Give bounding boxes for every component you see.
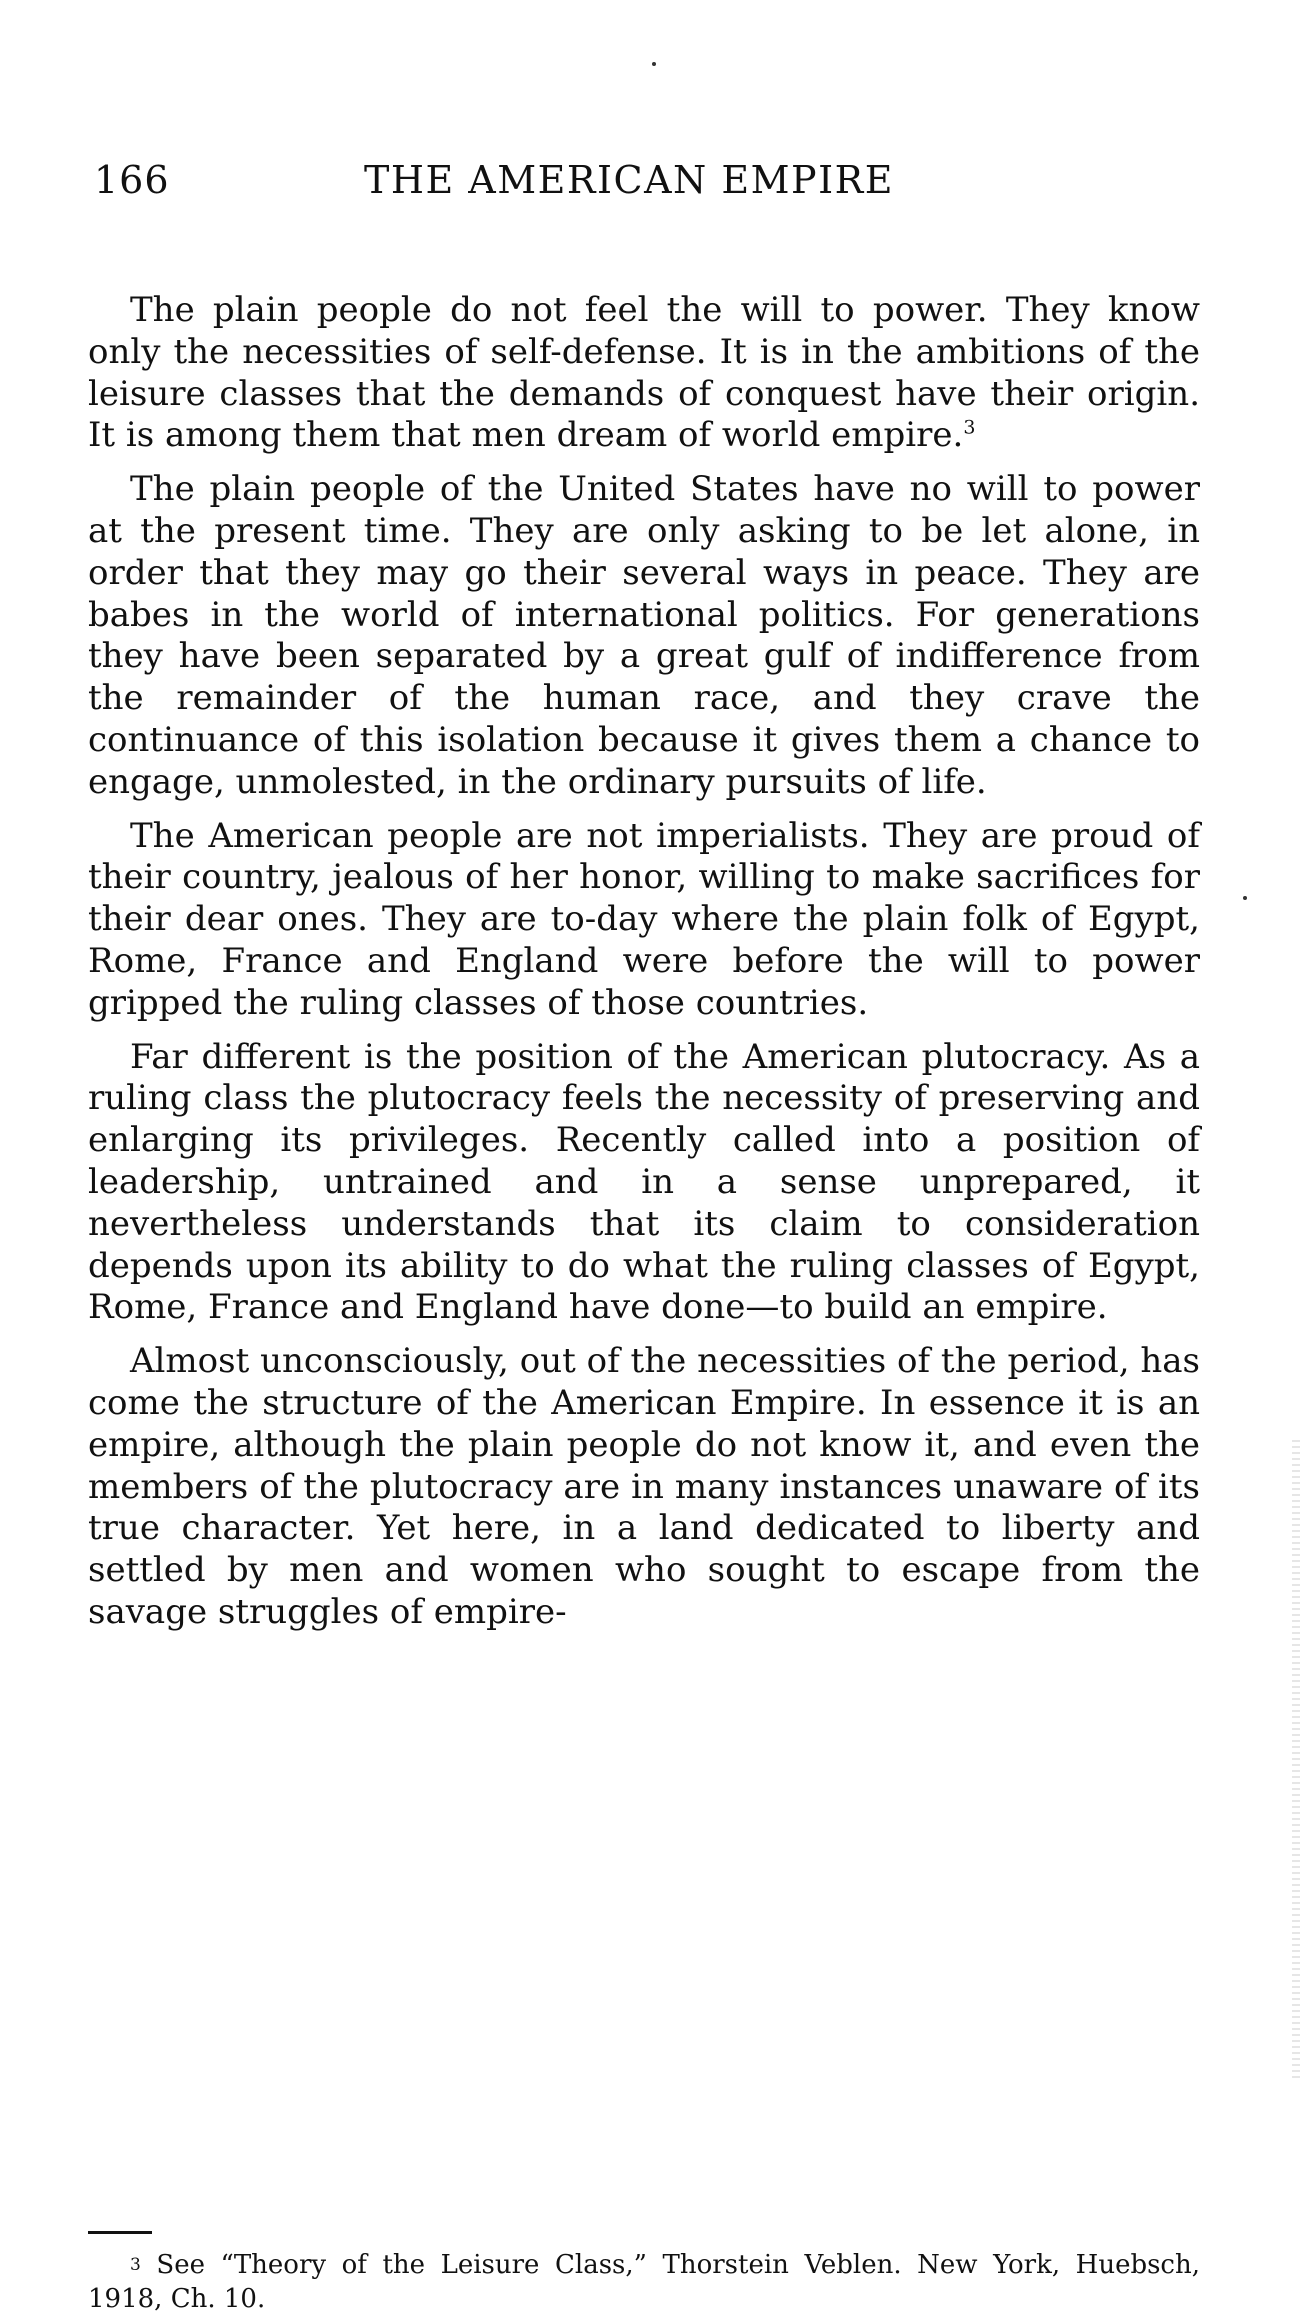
scan-edge-artifact: [1292, 1440, 1300, 2080]
footnote-reference: 3: [963, 417, 976, 440]
footnote: [88, 2248, 1200, 2316]
scan-speck: [652, 62, 656, 66]
footnote-text: See “Theory of the Leisure Class,” Thorstein Veblen. New York, Huebsch, 1918, Ch. 10.: [88, 2250, 1201, 2314]
running-header: [88, 158, 1200, 208]
paragraph-1-text: The plain people do not feel the will to power. They know only the necessities of self-defense. It is in the ambitions of the leisure classes that the demands of conquest have their origin. It is among them that men dream of world empire.: [88, 290, 1200, 456]
scan-speck: [1243, 896, 1247, 900]
paragraph-5: Almost unconsciously, out of the necessities of the period, has come the structure of the American Empire. In essence it is an empire, although the plain people do not know it, and even the members of the plutocracy are in many instances unaware of its true character. Yet here, in a land dedicated to liberty and settled by men and women who sought to escape from the savage struggles of empire-: [88, 1341, 1200, 1632]
paragraph-1: [88, 290, 1200, 457]
paragraph-4: Far different is the position of the American plutocracy. As a ruling class the plutocracy feels the necessity of preserving and enlarging its privileges. Recently called into a position of leadership, untrained and in a sense unprepared, it nevertheless understands that its claim to consideration depends upon its ability to do what the ruling classes of Egypt, Rome, France and England have done—to build an empire.: [88, 1036, 1200, 1328]
footnote-marker: 3: [130, 2255, 141, 2275]
running-title: THE AMERICAN EMPIRE: [364, 158, 894, 202]
footnote-divider: [88, 2231, 152, 2234]
paragraph-2: The plain people of the United States have no will to power at the present time. They are only asking to be let alone, in order that they may go their several ways in peace. They are babes in the world of international politics. For generations they have been separated by a great gulf of indifference from the remainder of the human race, and they crave the continuance of this isolation because it gives them a chance to engage, unmolested, in the ordinary pursuits of life.: [88, 469, 1200, 802]
body-text: [88, 290, 1200, 1646]
paragraph-3: The American people are not imperialists. They are proud of their country, jealous of her honor, willing to make sacrifices for their dear ones. They are to-day where the plain folk of Egypt, Rome, France and England were before the will to power gripped the ruling classes of those countries.: [88, 815, 1200, 1023]
book-page: [88, 0, 1201, 2314]
page-number: 166: [94, 158, 170, 202]
